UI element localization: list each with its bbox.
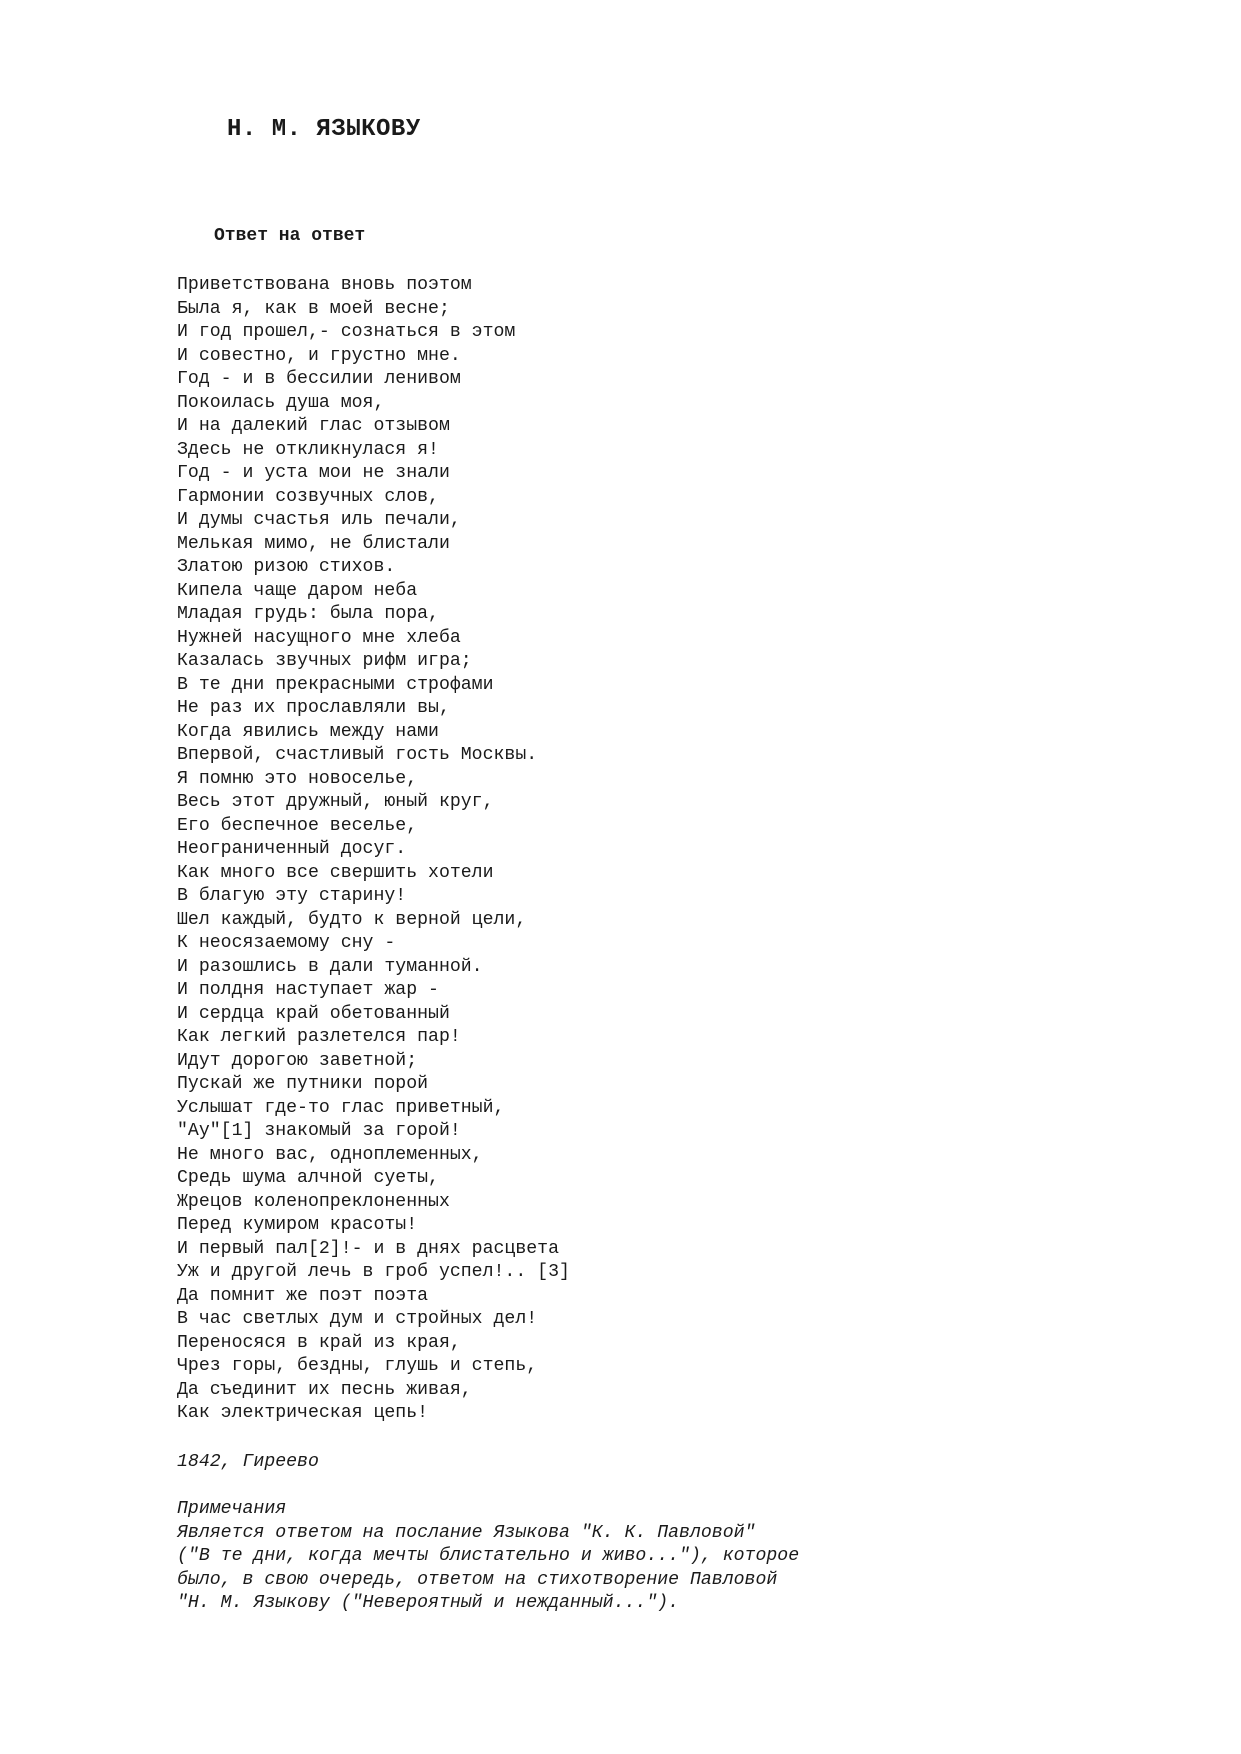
poem-line: Пускай же путники порой (177, 1074, 429, 1094)
poem-title: Н. М. ЯЗЫКОВУ (227, 116, 421, 143)
poem-line: Неограниченный досуг. (177, 839, 407, 859)
poem-line: Младая грудь: была пора, (177, 604, 439, 624)
notes-section (177, 1498, 799, 1616)
poem-line: Златою ризою стихов. (177, 557, 396, 577)
poem-body (177, 274, 570, 1426)
poem-line: Нужней насущного мне хлеба (177, 627, 461, 648)
poem-line: Не много вас, одноплеменных, (177, 1144, 483, 1165)
poem-line: Кипела чаще даром неба (177, 580, 418, 601)
poem-line: Да съединит их песнь живая, (177, 1379, 472, 1400)
note-line: Является ответом на послание Языкова "К. К. Павловой" (177, 1522, 756, 1543)
poem-line: Гармонии созвучных слов, (177, 486, 439, 507)
poem-line: К неосязаемому сну - (177, 933, 396, 953)
poem-line: И на далекий глас отзывом (177, 416, 450, 436)
poem-line: Не раз их прославляли вы, (177, 698, 450, 718)
poem-line: Была я, как в моей весне; (177, 298, 450, 319)
poem-line: Здесь не откликнулася я! (177, 439, 439, 460)
poem-line: Перед кумиром красоты! (177, 1215, 418, 1235)
note-line: Примечания (177, 1499, 287, 1519)
poem-line: Средь шума алчной суеты, (177, 1168, 439, 1188)
poem-line: И первый пал[2]!- и в днях расцвета (177, 1238, 559, 1259)
poem-line: Как много все свершить хотели (177, 862, 494, 883)
poem-line: Как легкий разлетелся пар! (177, 1027, 461, 1047)
poem-line: И год прошел,- сознаться в этом (177, 322, 516, 342)
poem-line: Чрез горы, бездны, глушь и степь, (177, 1356, 538, 1376)
poem-line: Уж и другой лечь в гроб успел!.. [3] (177, 1262, 570, 1282)
note-line: "Н. М. Языкову ("Невероятный и нежданный..."). (177, 1593, 680, 1613)
poem-line: И думы счастья иль печали, (177, 510, 461, 530)
poem-line: И полдня наступает жар - (177, 980, 439, 1000)
poem-line: Впервой, счастливый гость Москвы. (177, 745, 538, 765)
poem-line: Как электрическая цепь! (177, 1403, 429, 1423)
poem-line: Весь этот дружный, юный круг, (177, 792, 494, 812)
poem-line: Переносяся в край из края, (177, 1332, 461, 1353)
poem-subtitle: Ответ на ответ (214, 226, 366, 246)
poem-line: Покоилась душа моя, (177, 392, 385, 413)
poem-line: Когда явились между нами (177, 721, 439, 742)
poem-line: Год - и уста мои не знали (177, 463, 450, 483)
poem-line: "Ау"[1] знакомый за горой! (177, 1121, 461, 1141)
poem-line: В благую эту старину! (177, 886, 407, 906)
poem-line: Шел каждый, будто к верной цели, (177, 909, 527, 930)
poem-line: В те дни прекрасными строфами (177, 674, 494, 695)
poem-line: Год - и в бессилии ленивом (177, 369, 461, 389)
poem-line: Жрецов коленопреклоненных (177, 1191, 450, 1212)
poem-line: Мелькая мимо, не блистали (177, 533, 450, 554)
poem-line: Казалась звучных рифм игра; (177, 651, 472, 671)
note-line: ("В те дни, когда мечты блистательно и живо..."), которое (177, 1546, 800, 1566)
poem-line: Да помнит же поэт поэта (177, 1285, 429, 1306)
poem-line: Идут дорогою заветной; (177, 1050, 418, 1071)
poem-dateline: 1842, Гиреево (177, 1452, 319, 1472)
poem-line: И сердца край обетованный (177, 1003, 450, 1024)
poem-line: Его беспечное веселье, (177, 815, 418, 836)
poem-line: И совестно, и грустно мне. (177, 345, 461, 366)
poem-line: Приветствована вновь поэтом (177, 275, 472, 295)
poem-line: Услышат где-то глас приветный, (177, 1097, 505, 1118)
poem-line: В час светлых дум и стройных дел! (177, 1309, 538, 1329)
poem-line: Я помню это новоселье, (177, 768, 418, 789)
note-line: было, в свою очередь, ответом на стихотворение Павловой (177, 1569, 778, 1590)
poem-line: И разошлись в дали туманной. (177, 956, 483, 977)
